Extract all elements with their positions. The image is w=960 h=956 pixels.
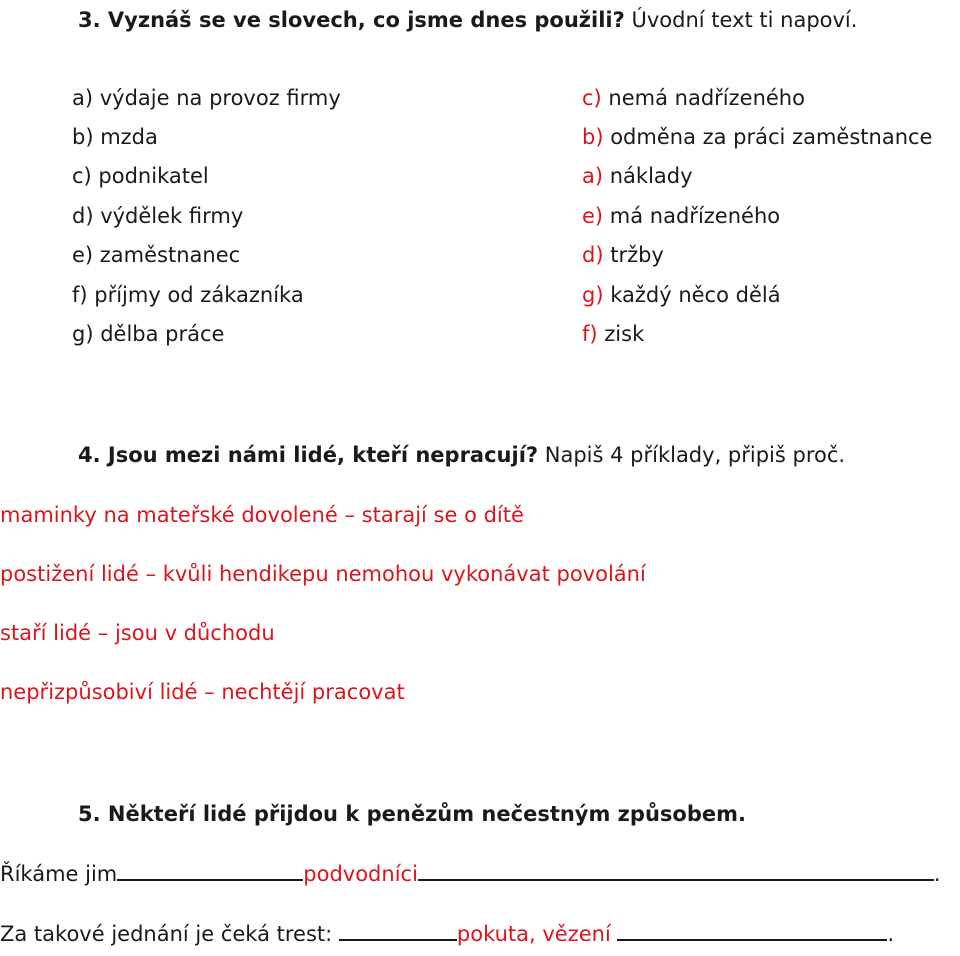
blank-line <box>418 877 934 881</box>
right-item-text: nemá nadřízeného <box>601 86 805 110</box>
left-item: b) mzda <box>72 125 158 149</box>
answer-letter: a) <box>582 164 604 188</box>
blank-line <box>117 877 303 881</box>
fill-line-2-end: . <box>887 922 895 946</box>
question-4-title: 4. Jsou mezi námi lidé, kteří nepracují? <box>78 443 539 467</box>
right-item <box>582 125 932 149</box>
question-4 <box>78 443 845 467</box>
fill-line-1 <box>0 862 941 886</box>
question-4-hint: Napiš 4 příklady, připiš proč. <box>538 443 846 467</box>
fill-line-2-prefix: Za takové jednání je čeká trest: <box>0 922 333 946</box>
left-item: c) podnikatel <box>72 164 209 188</box>
question-5-title: 5. Někteří lidé přijdou k penězům nečestným způsobem. <box>78 802 746 826</box>
answer-letter: f) <box>582 322 598 346</box>
right-item <box>582 322 644 346</box>
blank-line <box>339 937 457 941</box>
answer-letter: e) <box>582 204 604 228</box>
right-item <box>582 86 805 110</box>
right-item <box>582 283 781 307</box>
left-item: f) příjmy od zákazníka <box>72 283 304 307</box>
right-item <box>582 164 693 188</box>
answer-line: postižení lidé – kvůli hendikepu nemohou vykonávat povolání <box>0 562 646 586</box>
answer-line: staří lidé – jsou v důchodu <box>0 621 275 645</box>
right-item-text: má nadřízeného <box>603 204 781 228</box>
fill-line-1-answer: podvodníci <box>303 862 418 886</box>
right-item <box>582 243 664 267</box>
answer-letter: c) <box>582 86 602 110</box>
answer-letter: d) <box>582 243 604 267</box>
right-item <box>582 204 780 228</box>
question-3-hint: Úvodní text ti napoví. <box>624 8 858 32</box>
left-item: d) výdělek firmy <box>72 204 244 228</box>
answer-letter: b) <box>582 125 604 149</box>
left-item: e) zaměstnanec <box>72 243 241 267</box>
right-item-text: každý něco dělá <box>603 283 781 307</box>
question-3-title: 3. Vyznáš se ve slovech, co jsme dnes použili? <box>78 8 625 32</box>
right-item-text: zisk <box>597 322 645 346</box>
left-item: a) výdaje na provoz firmy <box>72 86 341 110</box>
fill-line-2 <box>0 922 894 946</box>
right-item-text: tržby <box>603 243 664 267</box>
question-3 <box>78 8 857 32</box>
fill-line-1-end: . <box>933 862 941 886</box>
answer-letter: g) <box>582 283 604 307</box>
fill-line-2-answer: pokuta, vězení <box>456 922 611 946</box>
fill-line-1-prefix: Říkáme jim <box>0 862 118 886</box>
answer-line: nepřizpůsobiví lidé – nechtějí pracovat <box>0 680 405 704</box>
left-item: g) dělba práce <box>72 322 225 346</box>
right-item-text: odměna za práci zaměstnance <box>603 125 933 149</box>
blank-line <box>617 937 887 941</box>
answer-line: maminky na mateřské dovolené – starají se o dítě <box>0 503 524 527</box>
right-item-text: náklady <box>603 164 693 188</box>
